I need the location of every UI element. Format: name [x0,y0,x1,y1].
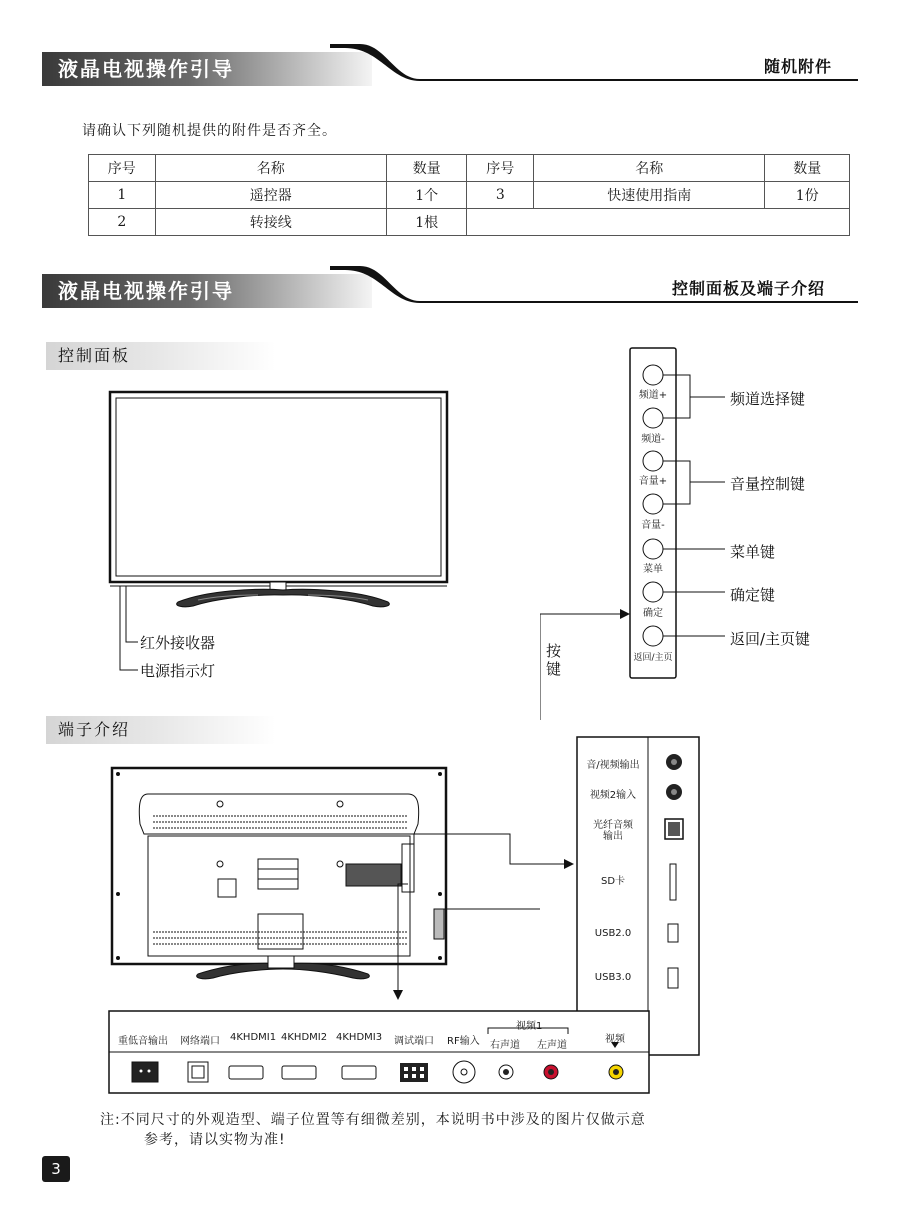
audio-right-label: 右声道 [490,1040,520,1051]
bottom-port-label: 4KHDMI3 [336,1032,383,1043]
audio-left-label: 左声道 [537,1040,567,1051]
tv-back-illustration [108,764,588,1024]
intro-text: 请确认下列随机提供的附件是否齐全。 [82,123,337,139]
bottom-port-label: 重低音输出 [118,1036,168,1047]
accessories-table [88,154,850,236]
ir-receiver-label: 红外接收器 [140,634,216,652]
table-cell: 1份 [765,182,850,209]
table-cell-empty [467,209,850,236]
table-cell: 遥控器 [155,182,386,209]
volume-keys-callout: 音量控制键 [730,475,806,493]
table-cell: 1根 [386,209,467,236]
keys-label: 按 键 [546,642,562,678]
table-cell: 1个 [386,182,467,209]
button-label: 返回/主页 [633,653,673,663]
channel-keys-callout: 频道选择键 [730,390,806,408]
video1-group-label: 视频1 [516,1021,543,1032]
page-number: 3 [42,1156,70,1182]
bottom-port-label: 4KHDMI1 [230,1032,277,1043]
note [100,1110,646,1150]
bottom-port-panel [108,1010,653,1096]
side-port-label: USB3.0 [594,972,632,983]
note-line: 注:不同尺寸的外观造型、端子位置等有细微差别，本说明书中涉及的图片仅做示意 [100,1112,646,1128]
button-label: 频道+ [638,390,668,401]
table-cell: 3 [467,182,534,209]
side-port-label: 视频2输入 [589,790,637,801]
table-header-row [89,155,850,182]
table-header: 数量 [386,155,467,182]
table-row [89,209,850,236]
note-line: 参考，请以实物为准! [144,1132,286,1148]
table-cell: 快速使用指南 [534,182,765,209]
table-cell: 2 [89,209,156,236]
bottom-port-label: 调试端口 [394,1036,434,1047]
terminals-title: 端子介绍 [46,716,276,744]
side-port-label: 音/视频输出 [586,760,640,771]
table-header: 数量 [765,155,850,182]
ok-key-callout: 确定键 [730,586,776,604]
side-port-label: 光纤音频 输出 [593,820,633,842]
table-cell: 1 [89,182,156,209]
table-header: 序号 [89,155,156,182]
table-header: 名称 [534,155,765,182]
table-header: 序号 [467,155,534,182]
button-label: 确定 [643,608,663,619]
section-subtitle: 控制面板及端子介绍 [672,279,826,298]
button-label: 音量+ [638,476,668,487]
bottom-port-label: RF输入 [447,1036,480,1047]
bottom-port-label: 网络端口 [180,1036,220,1047]
power-indicator-label: 电源指示灯 [140,662,216,680]
side-port-label: USB2.0 [594,928,632,939]
back-key-callout: 返回/主页键 [730,630,811,648]
button-label: 菜单 [643,564,663,575]
section-subtitle: 随机附件 [764,57,833,76]
bottom-port-label: 4KHDMI2 [281,1032,328,1043]
section-title: 液晶电视操作引导 [42,274,372,308]
table-header: 名称 [155,155,386,182]
button-label: 频道- [641,434,665,445]
side-port-label: SD卡 [600,876,626,887]
table-cell: 转接线 [155,209,386,236]
control-panel-title: 控制面板 [46,342,276,370]
table-row [89,182,850,209]
button-label: 音量- [641,520,665,531]
video-label: 视频 [605,1034,625,1045]
section-title: 液晶电视操作引导 [42,52,372,86]
menu-key-callout: 菜单键 [730,543,776,561]
